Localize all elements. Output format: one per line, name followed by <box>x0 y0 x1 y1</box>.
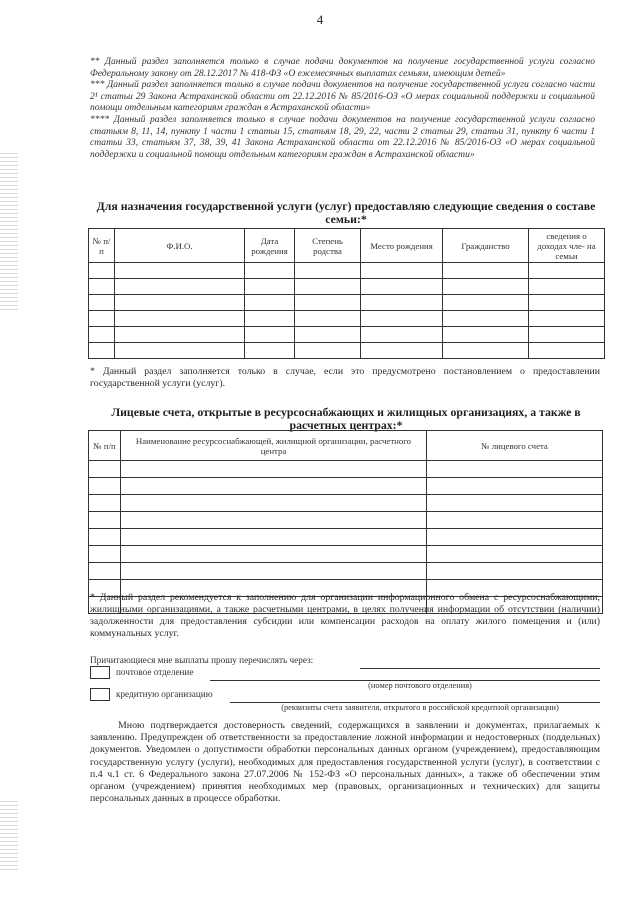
table-row <box>89 478 603 495</box>
col-organization: Наименование ресурсоснабжающей, жилищной организации, расчетного центра <box>121 431 427 461</box>
table-row <box>89 279 605 295</box>
table-row <box>89 563 603 580</box>
accounts-footnote: * Данный раздел рекомендуется к заполнению для организации информационного обмена с ресурсоснабжающими, жилищными организациями, а также расчетными центрами, в целях получения информации об отсутствии (наличии) задолженности для предоставления субсидии или компенсации расходов на оплату жилого помещения и (или) коммунальных услуг. <box>90 592 600 639</box>
col-number: № п/п <box>89 229 115 263</box>
table-row <box>89 495 603 512</box>
family-table <box>88 228 605 359</box>
family-footnote: * Данный раздел заполняется только в случае, если это предусмотрено постановлением о предоставлении государственной услуги (услуг). <box>90 366 600 389</box>
col-number: № п/п <box>89 431 121 461</box>
col-citizenship: Гражданство <box>443 229 529 263</box>
post-office-checkbox[interactable] <box>90 666 110 679</box>
accounts-table-header <box>89 431 603 461</box>
col-birthplace: Место рождения <box>361 229 443 263</box>
table-row <box>89 327 605 343</box>
consent-paragraph: Мною подтверждается достоверность сведений, содержащихся в заявлении и документах, прилагаемых к заявлению. Предупрежден об ответственности за предоставление ложной информации и недостоверных (поддельных) документов. Уведомлен о допустимости обработки персональных данных органом (учреждением), предоставляющим государственную услугу (услуги), необходимых для предоставления государственной услуги (услуг), в соответствии с п.4 ч.1 ст. 6 Федерального закона 27.07.2006 № 152-ФЗ «О персональных данных», а также об обеспечении этим органом (учреждением) принятия необходимых мер (правовых, организационных и технических) для защиты персональных данных в процессе обработки. <box>90 720 600 805</box>
table-row <box>89 529 603 546</box>
col-full-name: Ф.И.О. <box>115 229 245 263</box>
table-row <box>89 311 605 327</box>
family-section-heading: Для назначения государственной услуги (услуг) предоставляю следующие сведения о составе семьи:* <box>96 199 596 226</box>
footnote-double-star: ** Данный раздел заполняется только в случае подачи документов на получение государственной услуги согласно Федеральному закону от 28.12.2017 № 418-ФЗ «О ежемесячных выплатах семьям, имеющим детей» <box>90 56 595 79</box>
bank-details-hint: (реквизиты счета заявителя, открытого в российской кредитной организации) <box>281 703 559 712</box>
col-relationship: Степень родства <box>295 229 361 263</box>
prompt-underline <box>360 668 600 669</box>
scan-artifact-bottom <box>0 800 18 870</box>
family-table-header <box>89 229 605 263</box>
table-row <box>89 546 603 563</box>
table-row <box>89 512 603 529</box>
accounts-table <box>88 430 603 614</box>
table-row <box>89 343 605 359</box>
post-office-number-hint: (номер почтового отделения) <box>368 681 472 690</box>
post-office-label: почтовое отделение <box>116 667 194 677</box>
bank-checkbox[interactable] <box>90 688 110 701</box>
col-account-number: № лицевого счета <box>427 431 603 461</box>
bank-label: кредитную организацию <box>116 689 213 699</box>
table-row <box>89 461 603 478</box>
accounts-section-heading: Лицевые счета, открытые в ресурсоснабжающих и жилищных организациях, а также в расчетных центрах:* <box>111 405 581 432</box>
payment-method-prompt: Причитающиеся мне выплаты прошу перечислять через: <box>90 655 314 665</box>
table-row <box>89 295 605 311</box>
col-birth-date: Дата рождения <box>245 229 295 263</box>
table-row <box>89 263 605 279</box>
scan-artifact-top <box>0 150 18 310</box>
footnote-triple-star: *** Данный раздел заполняется только в случае подачи документов на получение государственной услуги согласно части 2¹ статьи 29 Закона Астраханской области от 22.12.2016 № 85/2016-ОЗ «О мерах социальной поддержки и социальной помощи отдельным категориям граждан в Астраханской области» <box>90 79 595 114</box>
page-number: 4 <box>316 12 324 27</box>
col-income: сведения о доходах чле- на семьи <box>529 229 605 263</box>
footnote-quadruple-star: **** Данный раздел заполняется только в случае подачи документов на получение государственной услуги согласно статьям 8, 11, 14, пункту 1 части 1 статьи 15, статьям 18, 29, 22, части 2 статьи 29, статьи 31, пункту 6 части 1 статьи 33, статьям 37, 38, 39, 41 Закона Астраханской области от 22.12.2016 № 85/2016-ОЗ «О мерах социальной поддержки и социальной помощи отдельным категориям граждан в Астраханской области» <box>90 113 595 160</box>
footnotes-block <box>90 56 595 160</box>
